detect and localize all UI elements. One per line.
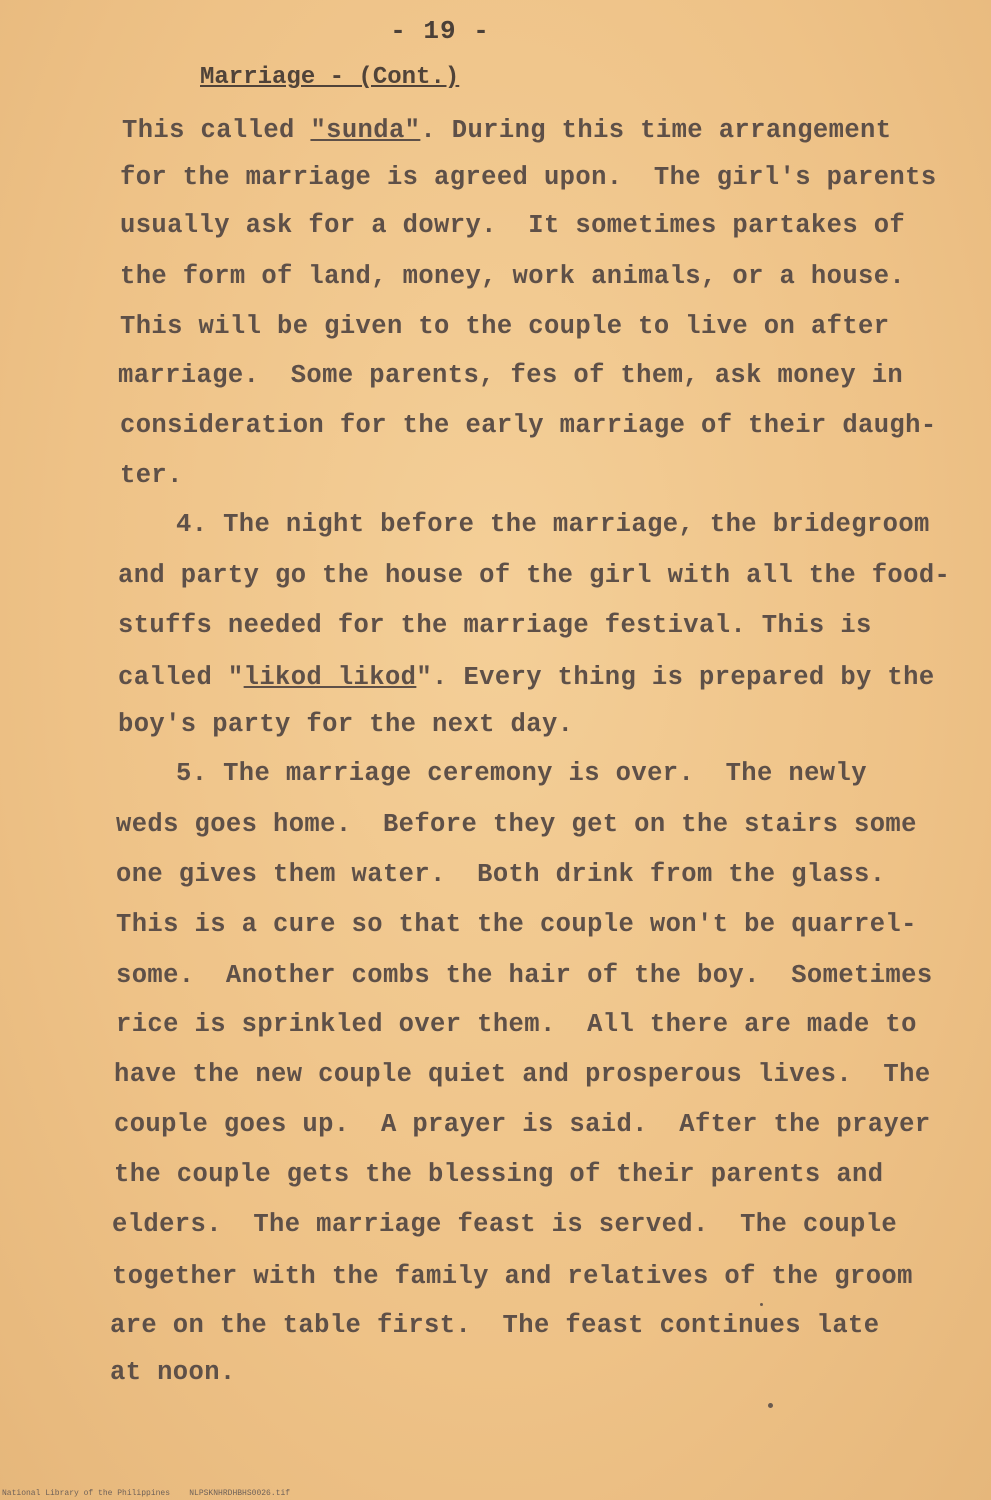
ink-speck bbox=[760, 1303, 763, 1306]
text-line: stuffs needed for the marriage festival. This is bbox=[118, 611, 872, 640]
section-heading: Marriage - (Cont.) bbox=[200, 64, 460, 91]
text-line: ter. bbox=[120, 461, 183, 490]
text-line: This is a cure so that the couple won't be quarrel- bbox=[116, 910, 917, 939]
page-number: - 19 - bbox=[390, 16, 490, 46]
text-line: usually ask for a dowry. It sometimes partakes of bbox=[120, 211, 906, 240]
text-line: boy's party for the next day. bbox=[118, 710, 574, 739]
text-line: 5. The marriage ceremony is over. The newly bbox=[176, 759, 867, 788]
text-line: weds goes home. Before they get on the stairs some bbox=[116, 810, 917, 839]
footer-caption: National Library of the Philippines NLPSKNHRDHBHS0026.tif bbox=[2, 1489, 291, 1498]
text-line: called "likod likod". Every thing is prepared by the bbox=[118, 663, 935, 692]
text-line: rice is sprinkled over them. All there are made to bbox=[116, 1010, 917, 1039]
text-line: elders. The marriage feast is served. The couple bbox=[112, 1210, 898, 1239]
text-line: for the marriage is agreed upon. The girl's parents bbox=[120, 163, 937, 192]
underlined-term: likod likod bbox=[243, 663, 417, 692]
text-line: some. Another combs the hair of the boy. Sometimes bbox=[116, 961, 933, 990]
ink-speck bbox=[768, 1403, 773, 1408]
text-line: the form of land, money, work animals, or a house. bbox=[120, 262, 906, 291]
text-line: are on the table first. The feast continues late bbox=[110, 1311, 880, 1340]
text-line: at noon. bbox=[110, 1358, 236, 1387]
text-line: and party go the house of the girl with all the food- bbox=[118, 561, 951, 590]
text-line: one gives them water. Both drink from the glass. bbox=[116, 860, 886, 889]
text-line: consideration for the early marriage of their daugh- bbox=[120, 411, 937, 440]
text-line: have the new couple quiet and prosperous lives. The bbox=[114, 1060, 931, 1089]
text-line: marriage. Some parents, fes of them, ask money in bbox=[118, 361, 904, 390]
text-line: together with the family and relatives of the groom bbox=[112, 1262, 913, 1291]
text-line: This called "sunda". During this time arrangement bbox=[122, 116, 892, 145]
underlined-term: "sunda" bbox=[310, 116, 421, 145]
text-line: This will be given to the couple to live on after bbox=[120, 312, 890, 341]
text-line: 4. The night before the marriage, the bridegroom bbox=[176, 510, 930, 539]
text-line: the couple gets the blessing of their parents and bbox=[114, 1160, 884, 1189]
text-line: couple goes up. A prayer is said. After the prayer bbox=[114, 1110, 931, 1139]
